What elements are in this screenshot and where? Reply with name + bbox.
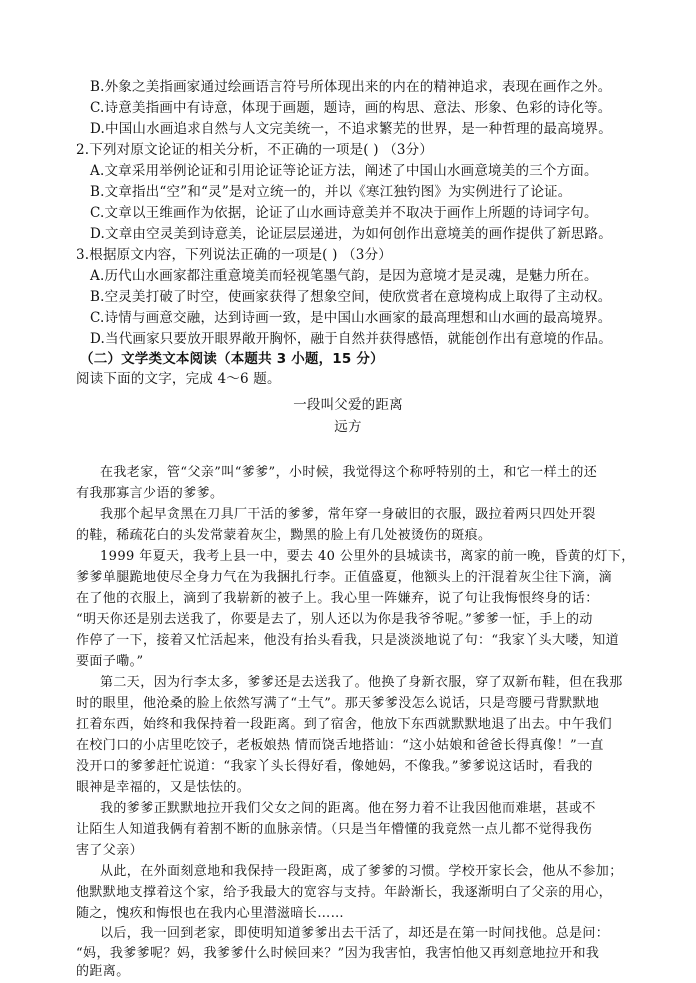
q2-option-b: B.文章指出“空”和“灵”是对立统一的，并以《寒江独钓图》为实例进行了论证。 — [90, 184, 572, 200]
article-line: 作停了一下，接着又忙活起来，他没有抬头看我，只是淡淡地说了句：“我家丫头大喽，知道 — [76, 633, 620, 648]
q3-option-d: D.当代画家只要放开眼界敞开胸怀，融于自然并获得感悟，就能创作出有意境的作品。 — [90, 331, 612, 347]
article-line: 我那个起早贪黑在刀具厂干活的爹爹，常年穿一身破旧的衣服，趿拉着两只四处开裂 — [100, 507, 596, 522]
q2-option-c: C.文章以王维画作为依据，论证了山水画诗意美并不取决于画作上所题的诗词字句。 — [90, 205, 598, 221]
article-line: 让陌生人知道我俩有着割不断的血脉亲情。（只是当年懵懂的我竟然一点儿都不觉得我伤 — [76, 822, 593, 837]
article-line: 扛着东西，始终和我保持着一段距离。到了宿舍，他放下东西就默默地退了出去。中午我们 — [76, 717, 613, 732]
article-line: 在我老家，管“父亲”叫“爹爹”，小时候，我觉得这个称呼特别的土，和它一样土的还 — [100, 465, 598, 480]
article-line: 有我那寡言少语的爹爹。 — [76, 486, 224, 501]
article-line: 随之，愧疚和悔恨也在我内心里潜滋暗长…… — [76, 906, 345, 921]
article-line: 眼神是幸福的，又是怯怯的。 — [76, 780, 251, 795]
section-heading: （二）文学类文本阅读（本题共 3 小题，15 分） — [80, 351, 384, 367]
article-line: 在校门口的小店里吃饺子，老板娘热 情而饶舌地搭讪：“这小姑娘和爸爸长得真像！”一直 — [76, 738, 604, 753]
article-line: 害了父亲） — [76, 843, 144, 858]
article-line: 他默默地支撑着这个家，给予我最大的宽容与支持。年龄渐长，我逐渐明白了父亲的用心， — [76, 885, 613, 900]
q3-stem: 3.根据原文内容，下列说法正确的一项是( ) （3分） — [76, 247, 392, 263]
article-line: 要面子嘞。” — [76, 654, 144, 669]
article-line: 第二天，因为行李太多，爹爹还是去送我了。他换了身新衣服，穿了双新布鞋，但在我那 — [100, 675, 623, 690]
article-line: 时的眼里，他沧桑的脸上依然写满了“土气”。那天爹爹没怎么说话，只是弯腰弓背默默地 — [76, 696, 600, 711]
q2-option-d: D.文章由空灵美到诗意美，论证层层递进，为如何创作出意境美的画作提供了新思路。 — [90, 226, 612, 242]
article-line: 我的爹爹正默默地拉开我们父女之间的距离。他在努力着不让我因他而难堪，甚或不 — [100, 801, 596, 816]
article-line: 1999 年夏天，我考上县一中，要去 40 公里外的县城读书，离家的前一晚，昏黄的灯下， — [100, 549, 635, 564]
q3-option-c: C.诗情与画意交融，达到诗画一致，是中国山水画家的最高理想和山水画的最高境界。 — [90, 310, 612, 326]
article-line: 在了他的衣服上，滴到了我崭新的被子上。我心里一阵嫌弃，说了句让我悔恨终身的话： — [76, 591, 599, 606]
q1-option-c: C.诗意美指画中有诗意，体现于画题，题诗，画的构思、意法、形象、色彩的诗化等。 — [90, 100, 612, 116]
article-line: “明天你还是别去送我了，你要是去了，别人还以为你是我爷爷呢。”爹爹一怔，手上的动 — [76, 612, 593, 627]
article-line: 的鞋，稀疏花白的头发常蒙着灰尘，黝黑的脸上有几处被烫伤的斑痕。 — [76, 528, 492, 543]
q1-option-b: B.外象之美指画家通过绘画语言符号所体现出来的内在的精神追求，表现在画作之外。 — [90, 79, 612, 95]
q3-option-a: A.历代山水画家都注重意境美而轻视笔墨气韵，是因为意境才是灵魂，是魅力所在。 — [90, 268, 598, 284]
article-line: 爹爹单腿跪地使尽全身力气在为我捆扎行李。正值盛夏，他额头上的汗混着灰尘往下滴，滴 — [76, 570, 613, 585]
article-line: 从此，在外面刻意地和我保持一段距离，成了爹爹的习惯。学校开家长会，他从不参加； — [100, 864, 623, 879]
article-line: 没开口的爹爹赶忙说道：“我家丫头长得好看，像她妈，不像我。”爹爹说这话时，看我的 — [76, 759, 593, 774]
article-line: 以后，我一回到老家，即使明知道爹爹出去干活了，却还是在第一时间找他。总是问： — [100, 926, 610, 941]
q3-option-b: B.空灵美打破了时空，使画家获得了想象空间，使欣赏者在意境构成上取得了主动权。 — [90, 289, 612, 305]
article-line: “妈，我爹爹呢？妈，我爹爹什么时候回来？”因为我害怕，我害怕他又再刻意地拉开和我 — [76, 946, 600, 961]
article-author: 远方 — [334, 419, 362, 435]
q2-stem: 2.下列对原文论证的相关分析，不正确的一项是( ) （3分） — [76, 142, 434, 158]
article-line: 的距离。 — [76, 964, 130, 979]
section-instruction: 阅读下面的文字，完成 4～6 题。 — [76, 371, 281, 387]
article-title: 一段叫父爱的距离 — [293, 397, 403, 413]
q2-option-a: A.文章采用举例论证和引用论证等论证方法，阐述了中国山水画意境美的三个方面。 — [90, 163, 598, 179]
q1-option-d: D.中国山水画追求自然与人文完美统一，不追求繁芜的世界，是一种哲理的最高境界。 — [90, 121, 612, 137]
